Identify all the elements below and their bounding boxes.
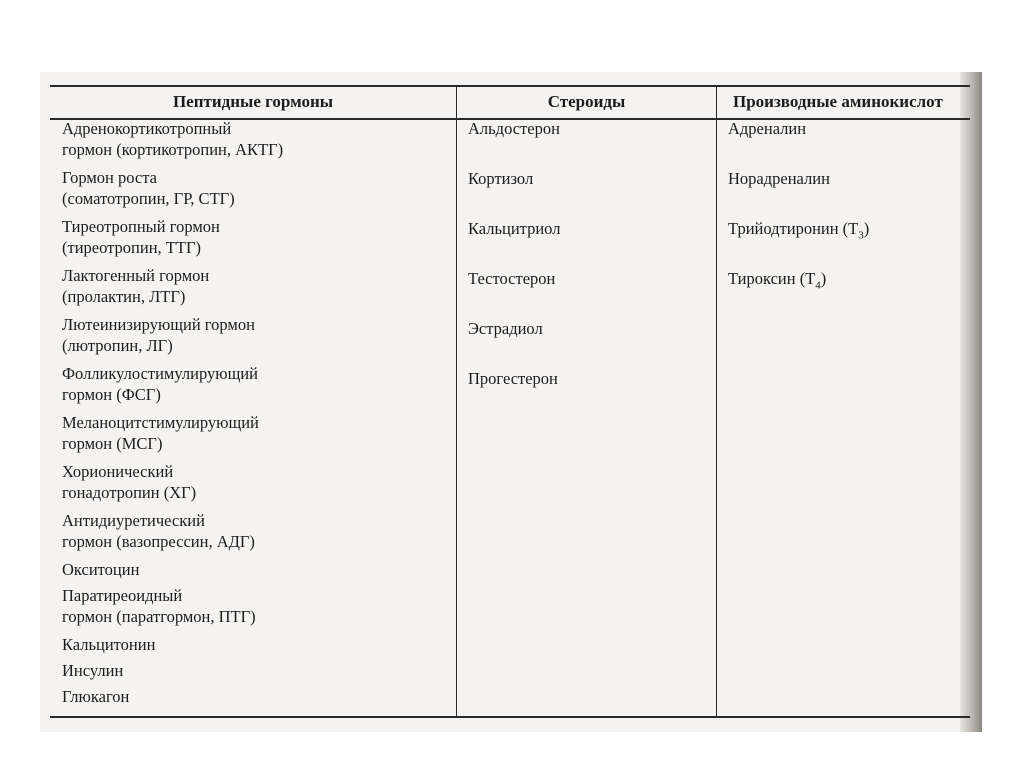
list-item: Альдостерон xyxy=(468,119,560,138)
list-item: Гормон роста (соматотропин, ГР, СТГ) xyxy=(62,168,235,208)
list-item: Лактогенный гормон (пролактин, ЛТГ) xyxy=(62,266,210,306)
table-top-rule xyxy=(50,85,970,87)
list-item: Фолликулостимулирующий гормон (ФСГ) xyxy=(62,364,258,404)
list-item: Паратиреоидный гормон (паратгормон, ПТГ) xyxy=(62,586,256,626)
column-divider-2 xyxy=(716,85,717,718)
steroid-list xyxy=(468,118,560,418)
list-item: Кальцитриол xyxy=(468,219,561,238)
list-item: Лютеинизирующий гормон (лютропин, ЛГ) xyxy=(62,315,255,355)
list-item: Адренокортикотропный гормон (кортикотропин, АКТГ) xyxy=(62,119,284,159)
list-item: Глюкагон xyxy=(62,687,130,706)
header-amino-acid-derivatives: Производные аминокислот xyxy=(733,92,943,111)
list-item: Адреналин xyxy=(728,119,807,138)
list-item: Тестостерон xyxy=(468,269,556,288)
column-divider-1 xyxy=(456,85,457,718)
list-item: Меланоцитстимулирующий гормон (МСГ) xyxy=(62,413,259,453)
peptide-hormone-list xyxy=(62,118,283,712)
list-item: Трийодтиронин $(Т_3)$ xyxy=(728,219,870,242)
list-item: Инсулин xyxy=(62,661,124,680)
list-item: Тиреотропный гормон (тиреотропин, ТТГ) xyxy=(62,217,220,257)
table-bottom-rule xyxy=(50,716,970,718)
list-item: Хорионический гонадотропин (ХГ) xyxy=(62,462,197,502)
scanned-page xyxy=(40,72,982,732)
hormone-classification-table xyxy=(50,85,976,718)
list-item: Эстрадиол xyxy=(468,319,543,338)
header-steroids: Стероиды xyxy=(547,92,626,111)
list-item: Окситоцин xyxy=(62,560,140,579)
list-item: Антидиуретический гормон (вазопрессин, АДГ) xyxy=(62,511,255,551)
header-peptide: Пептидные гормоны xyxy=(172,92,334,111)
list-item: Кальцитонин xyxy=(62,635,156,654)
list-item: Прогестерон xyxy=(468,369,558,388)
list-item: Кортизол xyxy=(468,169,534,188)
amino-acid-derivative-list xyxy=(728,118,869,318)
list-item: Норадреналин xyxy=(728,169,830,188)
list-item: Тироксин $(Т_4)$ xyxy=(728,269,827,292)
